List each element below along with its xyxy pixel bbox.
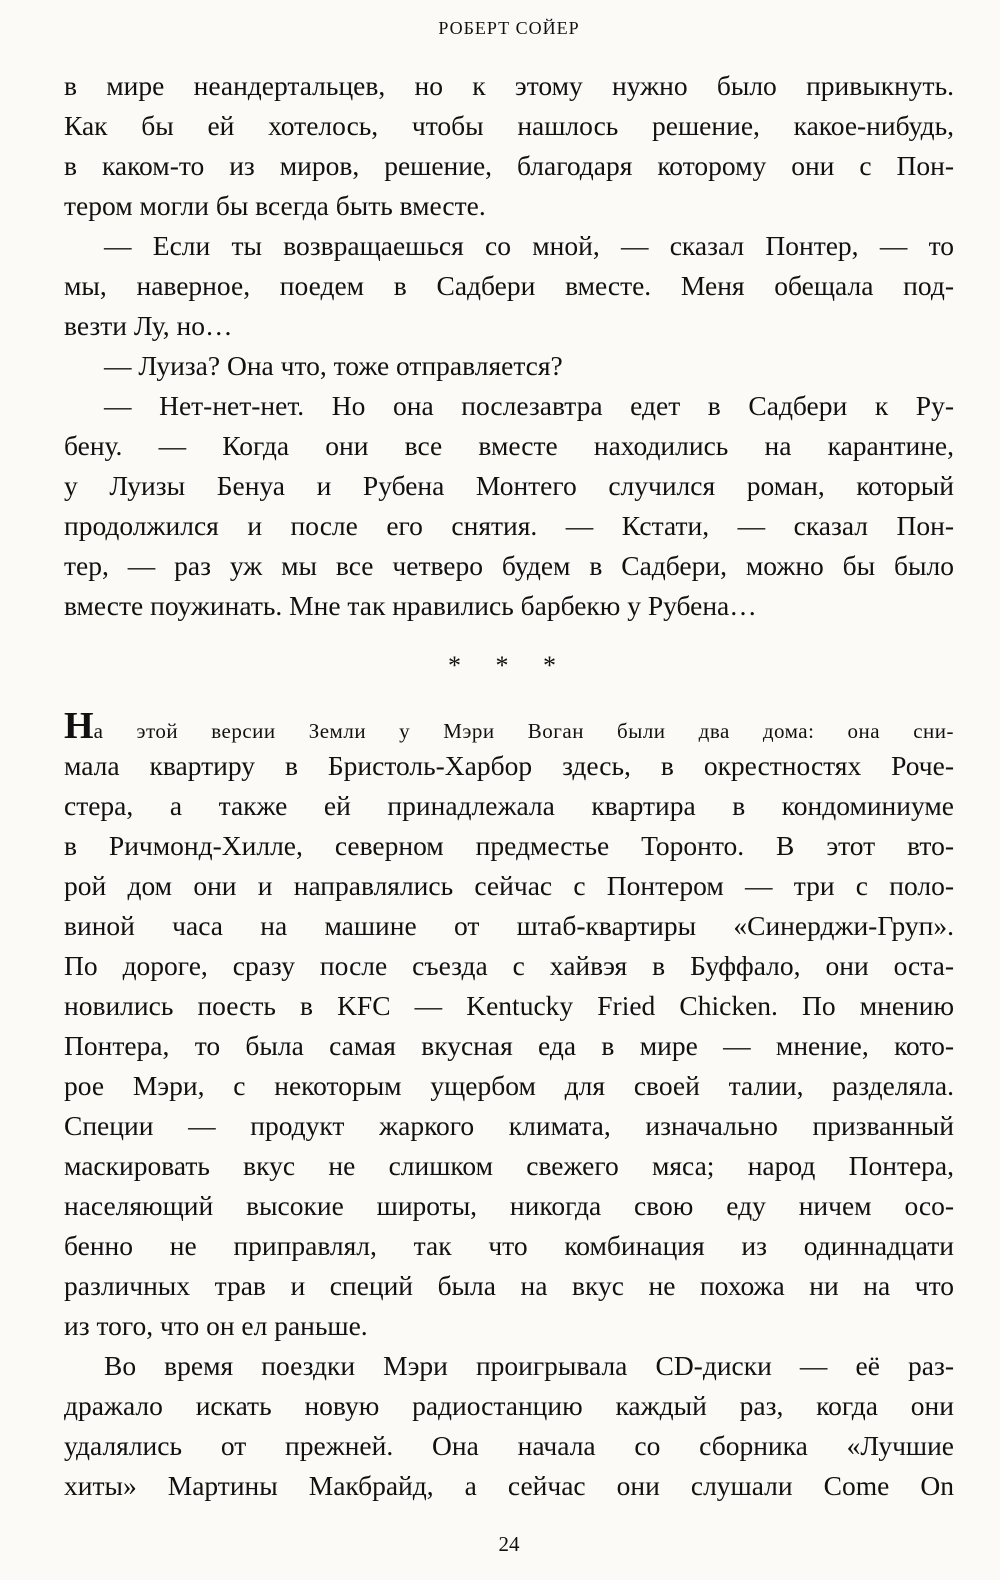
running-head: РОБЕРТ СОЙЕР bbox=[438, 18, 580, 38]
text-line: бену. — Когда они все вместе находились на карантине, bbox=[64, 430, 954, 461]
text-line: у Луизы Бенуа и Рубена Монтего случился роман, который bbox=[64, 470, 954, 501]
dialogue-line: — Нет-нет-нет. Но она послезавтра едет в Садбери к Ру- bbox=[104, 390, 954, 421]
text-line: тер, — раз уж мы все четверо будем в Садбери, можно бы было bbox=[64, 550, 954, 581]
section-separator: * * * bbox=[448, 651, 570, 680]
text-line: везти Лу, но… bbox=[64, 310, 233, 341]
text-line: населяющий высокие широты, никогда свою еду ничем осо- bbox=[64, 1190, 954, 1221]
text-line: мы, наверное, поедем в Садбери вместе. Меня обещала под- bbox=[64, 270, 954, 301]
section-opening-line bbox=[64, 706, 954, 746]
text-line: Специи — продукт жаркого климата, изначально призванный bbox=[64, 1110, 954, 1141]
text-line: продолжился и после его снятия. — Кстати, — сказал Пон- bbox=[64, 510, 954, 541]
text-line: в каком-то из миров, решение, благодаря которому они с Пон- bbox=[64, 150, 954, 181]
text-line: Как бы ей хотелось, чтобы нашлось решение, какое-нибудь, bbox=[64, 110, 954, 141]
text-line: рое Мэри, с некоторым ущербом для своей талии, разделяла. bbox=[64, 1070, 954, 1101]
text-line: стера, а также ей принадлежала квартира в кондоминиуме bbox=[64, 790, 954, 821]
small-caps-lead: а этой версии Земли у Мэри Воган были два дома: она сни- bbox=[93, 719, 954, 743]
text-line: мала квартиру в Бристоль-Харбор здесь, в окрестностях Роче- bbox=[64, 750, 954, 781]
text-line: Понтера, то была самая вкусная еда в мире — мнение, кото- bbox=[64, 1030, 954, 1061]
text-line: из того, что он ел раньше. bbox=[64, 1310, 368, 1341]
text-line: бенно не приправлял, так что комбинация из одиннадцати bbox=[64, 1230, 954, 1261]
dialogue-line: — Луиза? Она что, тоже отправляется? bbox=[104, 350, 563, 381]
text-line: тером могли бы всегда быть вместе. bbox=[64, 190, 486, 221]
text-line: вместе поужинать. Мне так нравились барбекю у Рубена… bbox=[64, 590, 757, 621]
text-line: рой дом они и направлялись сейчас с Понтером — три с поло- bbox=[64, 870, 954, 901]
text-line: дражало искать новую радиостанцию каждый раз, когда они bbox=[64, 1390, 954, 1421]
drop-cap: Н bbox=[64, 705, 94, 747]
text-line: виной часа на машине от штаб-квартиры «Синерджи-Груп». bbox=[64, 910, 954, 941]
text-line: хиты» Мартины Макбрайд, а сейчас они слушали Come On bbox=[64, 1470, 954, 1501]
book-page bbox=[64, 0, 954, 1580]
text-line: новились поесть в KFC — Kentucky Fried Chicken. По мнению bbox=[64, 990, 954, 1021]
text-line: маскировать вкус не слишком свежего мяса; народ Понтера, bbox=[64, 1150, 954, 1181]
text-line: в Ричмонд-Хилле, северном предместье Торонто. В этот вто- bbox=[64, 830, 954, 861]
body-text bbox=[64, 66, 954, 1506]
paragraph-first-line: Во время поездки Мэри проигрывала CD-диски — её раз- bbox=[104, 1350, 954, 1381]
page-number: 24 bbox=[498, 1532, 520, 1556]
text-line: По дороге, сразу после съезда с хайвэя в Буффало, они оста- bbox=[64, 950, 954, 981]
dialogue-line: — Если ты возвращаешься со мной, — сказал Понтер, — то bbox=[104, 230, 954, 261]
text-line: различных трав и специй была на вкус не похожа ни на что bbox=[64, 1270, 954, 1301]
text-line: удалялись от прежней. Она начала со сборника «Лучшие bbox=[64, 1430, 954, 1461]
text-line: в мире неандертальцев, но к этому нужно было привыкнуть. bbox=[64, 70, 954, 101]
